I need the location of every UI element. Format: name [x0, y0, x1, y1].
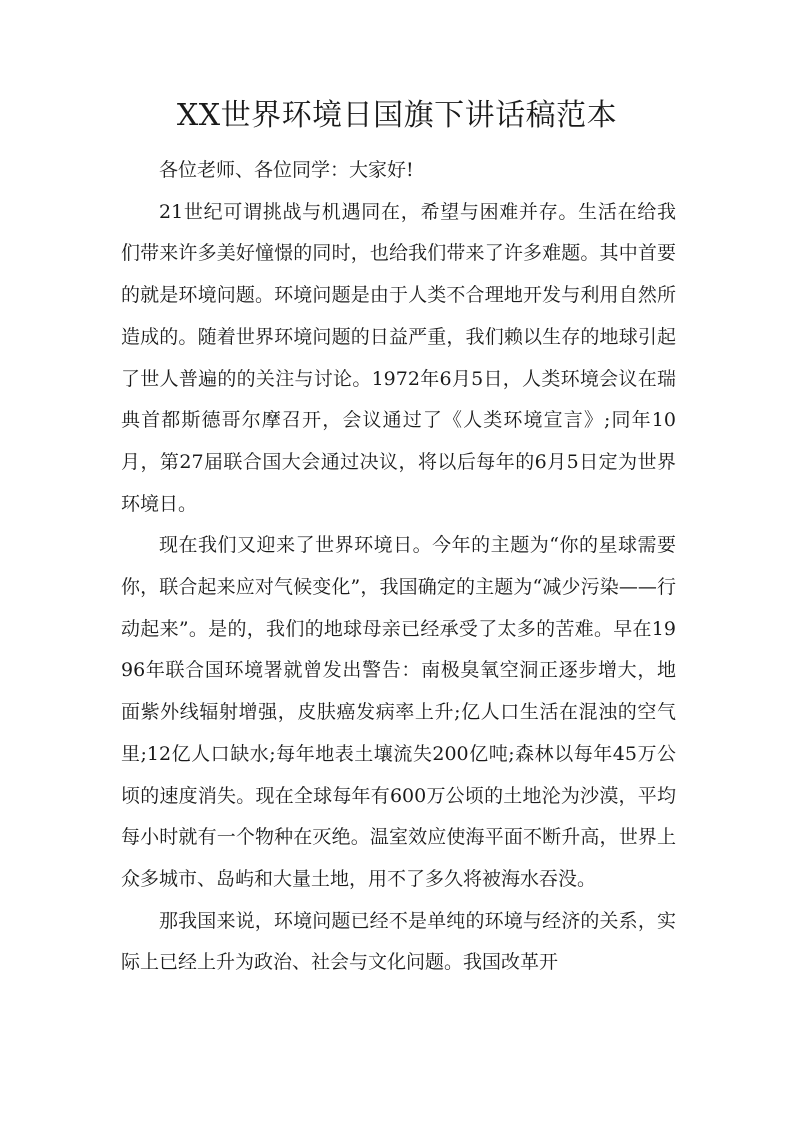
greeting-line: 各位老师、各位同学：大家好!: [159, 159, 414, 181]
document-body: [121, 150, 676, 984]
document-title: XX世界环境日国旗下讲话稿范本: [176, 98, 618, 133]
paragraph-1: 21世纪可谓挑战与机遇同在，希望与困难并存。生活在给我们带来许多美好憧憬的同时，也给我们带来了许多难题。其中首要的就是环境问题。环境问题是由于人类不合理地开发与利用自然所造成的。随着世界环境问题的日益严重，我们赖以生存的地球引起了世人普遍的的关注与讨论。1972年6月5日，人类环境会议在瑞典首都斯德哥尔摩召开，会议通过了《人类环境宣言》;同年10月，第27届联合国大会通过决议，将以后每年的6月5日定为世界环境日。: [121, 200, 676, 515]
paragraph-2: 现在我们又迎来了世界环境日。今年的主题为“你的星球需要你，联合起来应对气候变化”，我国确定的主题为“减少污染——行动起来”。是的，我们的地球母亲已经承受了太多的苦难。早在1996年联合国环境署就曾发出警告：南极臭氧空洞正逐步增大，地面紫外线辐射增强，皮肤癌发病率上升;亿人口生活在混浊的空气里;12亿人口缺水;每年地表土壤流失200亿吨;森林以每年45万公顷的速度消失。现在全球每年有600万公顷的土地沦为沙漠，平均每小时就有一个物种在灭绝。温室效应使海平面不断升高，世界上众多城市、岛屿和大量土地，用不了多久将被海水吞没。: [121, 534, 676, 890]
paragraph-3: 那我国来说，环境问题已经不是单纯的环境与经济的关系，实际上已经上升为政治、社会与文化问题。我国改革开: [121, 909, 676, 974]
